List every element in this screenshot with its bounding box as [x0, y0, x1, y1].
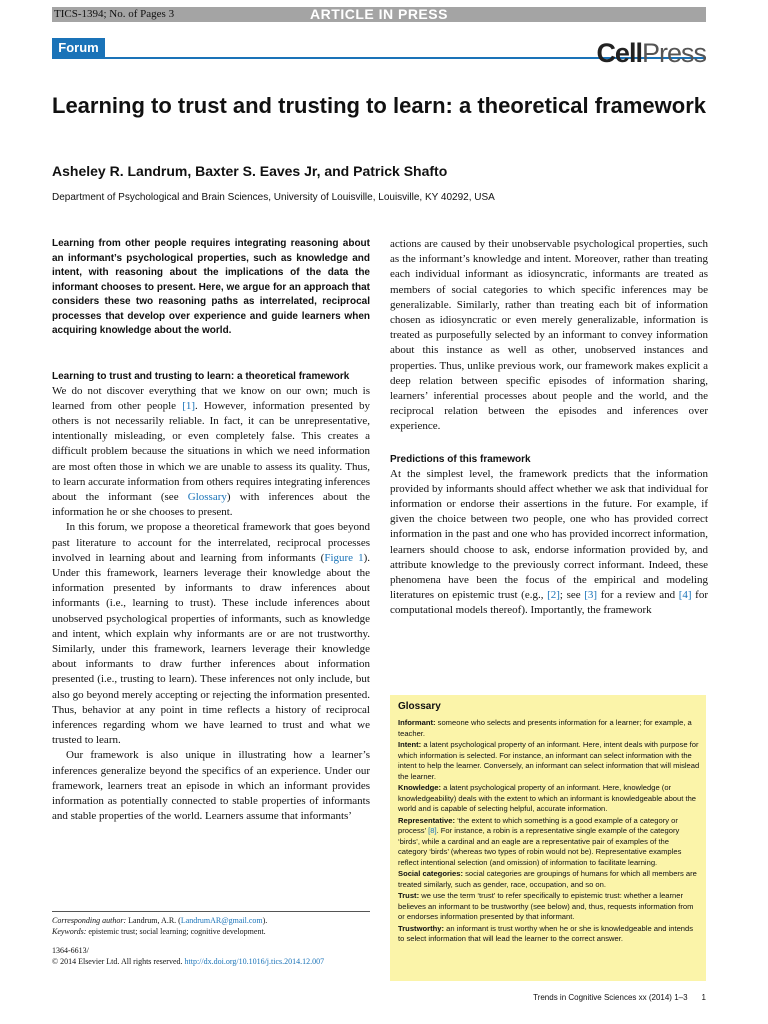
reference-link-8[interactable]: [8] [428, 826, 437, 835]
intro-paragraph-1: We do not discover everything that we know on our own; much is learned from other people [1]. However, information presented by others is not necessarily reliable. In fact, it can be unrepresentative, intentionally misleading, or even completely false. This creates a difficult problem because the situations in which we need information are most often those in which we are unable to assess its quality. Thus, to learn accurate information from others requires integrating inferences about the informant (see Glossary) with inferences about the information he or she chooses to present. [52, 384, 370, 519]
author-email-link[interactable]: LandrumAR@gmail.com [180, 916, 263, 925]
glossary-heading: Glossary [398, 701, 441, 712]
footnotes [52, 911, 370, 967]
reference-link-3[interactable]: [3] [584, 589, 598, 602]
reference-link-4[interactable]: [4] [678, 589, 692, 602]
reference-link-1[interactable]: [1] [182, 399, 196, 412]
glossary-link[interactable]: Glossary [187, 490, 227, 503]
page-number: 1 [701, 993, 706, 1002]
abstract: Learning from other people requires integrating reasoning about an informant’s psychological properties, such as knowledge and intent, with reasoning about the implications of the data the informant chooses to present. Here, we argue for an approach that considers these two reasoning paths as interrelated, reciprocal processes that develop over experience and guide learners when acquiring knowledge about the world. [52, 238, 370, 336]
author-list: Asheley R. Landrum, Baxter S. Eaves Jr, and Patrick Shafto [52, 163, 448, 179]
section-heading-intro: Learning to trust and trusting to learn: a theoretical framework [52, 370, 350, 382]
corresponding-author: Corresponding author: Landrum, A.R. (LandrumAR@gmail.com). [52, 916, 268, 925]
section-heading-predictions: Predictions of this framework [390, 453, 531, 465]
reference-link-2[interactable]: [2] [547, 589, 560, 602]
article-in-press-bar [52, 7, 706, 22]
left-column [52, 237, 370, 824]
glossary-item: Representative: ‘the extent to which something is a good example of a category or process’ [8]. For instance, a robin is a representative single example of the category ‘birds’, while a cardinal and an eagle are a representative pair of examples of the category ‘birds’ (whereas two types of robin would not be). Representative examples reflect intentional selection (and omission) of information to facilitate learning. [398, 815, 682, 867]
glossary-item: Knowledge: a latent psychological property of an informant. Here, knowledge (or knowledgeability) deals with the extent to which an informant is knowledgeable about the world and is capable of selecting helpful, accurate information. [398, 783, 697, 813]
page-footer [533, 993, 706, 1002]
glossary-item: Intent: a latent psychological property of an informant. Here, intent deals with purpose for which information is selected. For instance, an informant can select information with the intent to help the learner. Conversely, an informant can select information that will mislead the learner. [398, 740, 700, 781]
journal-citation: Trends in Cognitive Sciences xx (2014) 1–3 [533, 993, 688, 1002]
right-column [390, 237, 708, 619]
glossary-box [390, 695, 706, 981]
affiliation: Department of Psychological and Brain Sciences, University of Louisville, Louisville, KY 40292, USA [52, 192, 495, 203]
article-title: Learning to trust and trusting to learn: a theoretical framework [52, 93, 706, 118]
predictions-paragraph: At the simplest level, the framework predicts that the information provided by informants should affect whether we ask that individual for information or endorse their assertions in the future. For example, if given the choice between two people, one who has provided correct information in the past and one who has provided incorrect information, learners should choose to ask, endorse information provided by, and attribute knowledge to the previously correct informant. Indeed, these phenomena have been the focus of the empirical and modeling literatures on epistemic trust (e.g., [2]; see [3] for a review and [4] for computational models thereof). Importantly, the framework [390, 467, 708, 617]
cellpress-logo: CellPress [596, 38, 706, 68]
glossary-item: Trust: we use the term ‘trust’ to refer specifically to epistemic trust: whether a learner believes an informant to be trustworthy (see below) and, thus, requests information from or endorses information presented by that informant. [398, 891, 694, 921]
section-badge: Forum [52, 38, 105, 57]
intro-paragraph-2: In this forum, we propose a theoretical framework that goes beyond past literature to account for the interrelated, reciprocal processes involved in learning about and learning from informants (Figure 1). Under this framework, learners leverage their knowledge about the information presented by informants to draw inferences about informants (i.e., learning to trust). These include inferences about unobserved psychological properties of informants, such as knowledge and intent, which explain why informants are or are not trustworthy. Similarly, under this framework, learners leverage their knowledge about informants to draw further inferences about information presented (i.e., trusting to learn). These inferences not only include, but also go beyond merely accepting or rejecting the information presented. Thus, behavior at any point in time reflects a history of reciprocal inferences regarding whom we have learned to trust and what we trusted to learn. [52, 521, 370, 747]
figure-link[interactable]: Figure 1 [324, 551, 364, 564]
glossary-item: Trustworthy: an informant is trust worthy when he or she is knowledgeable and intends to select information that will lead the learner to the correct answer. [398, 923, 694, 943]
framework-paragraph: actions are caused by their unobservable psychological properties, such as the informant’s knowledge and intent. Moreover, rather than treating each individual informant as idiosyncratic, informants are treated as members of social categories to which specific inferences may be generalizable. Similarly, rather than treating each bit of information chosen as idiosyncratic or even merely generalizable, information is treated as purposefully selected by an informant to convey information about this instance as well as other, unobserved instances and properties. Thus, unlike previous work, our framework makes explicit a deep relation between specific episodes of information sharing, learners’ inferential processes about people and the world, and the reciprocal relation between the episodes and inferences over experience. [390, 238, 708, 433]
manuscript-number: TICS-1394; No. of Pages 3 [54, 8, 175, 20]
doi-link[interactable]: http://dx.doi.org/10.1016/j.tics.2014.12.007 [184, 957, 325, 966]
copyright: © 2014 Elsevier Ltd. All rights reserved. http://dx.doi.org/10.1016/j.tics.2014.12.007 [52, 957, 325, 966]
glossary-item: Social categories: social categories are groupings of humans for which all members are treated similarly, such as gender, race, occupation, and so on. [398, 869, 697, 889]
intro-paragraph-3: Our framework is also unique in illustrating how a learner’s inferences generalize beyond the specifics of an experience. Under our framework, learners treat an episode in which an informant provides information as potentially connected to stable properties of informants and stable properties of the world. Learners assume that informants’ [52, 749, 370, 823]
article-in-press-label: ARTICLE IN PRESS [310, 6, 448, 22]
glossary-item: Informant: someone who selects and presents information for a learner; for example, a teacher. [398, 718, 692, 738]
issn: 1364-6613/ [52, 946, 89, 955]
keywords: Keywords: epistemic trust; social learning; cognitive development. [52, 927, 266, 936]
